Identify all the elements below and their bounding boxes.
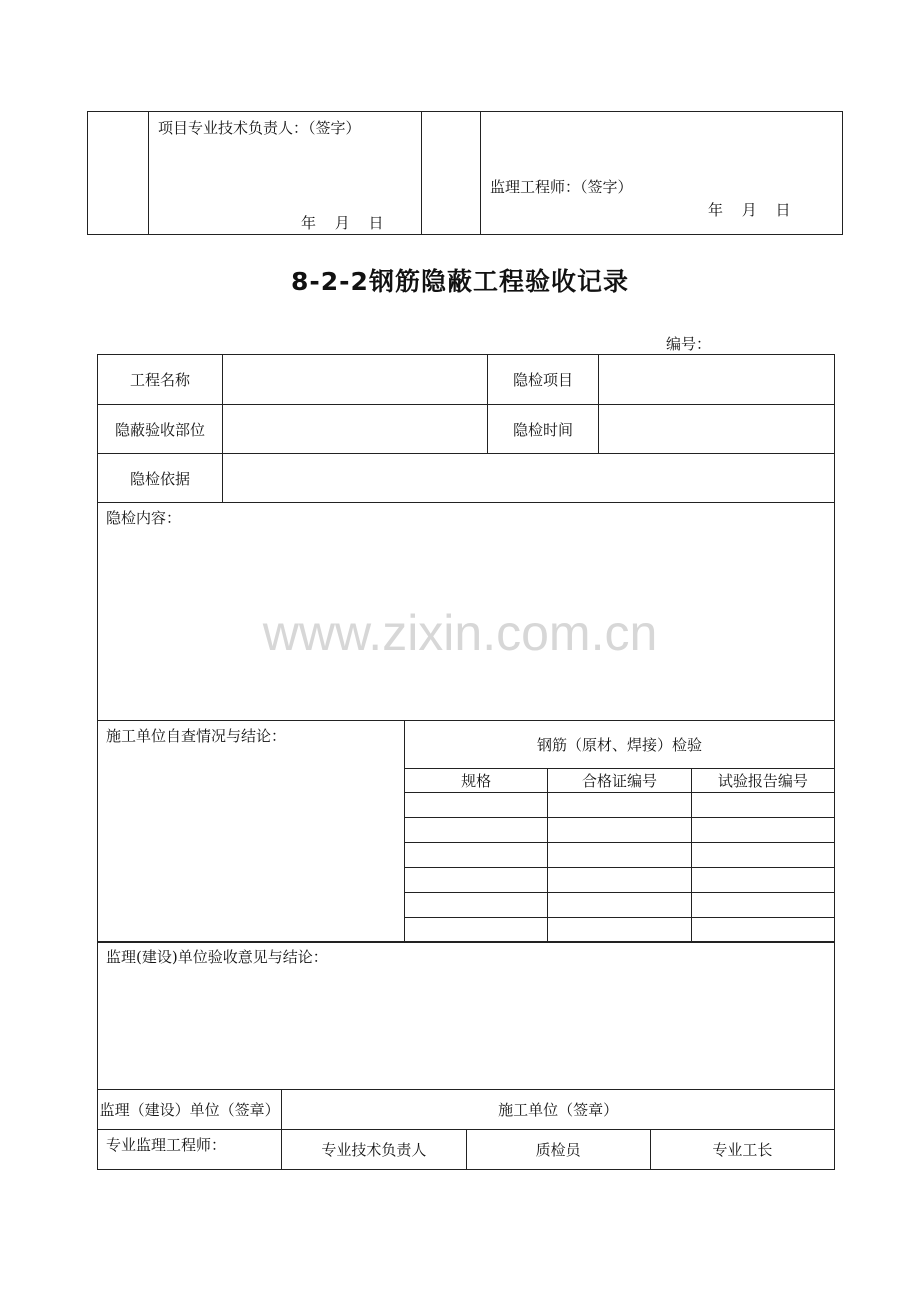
rebar-cell[interactable] (691, 918, 834, 943)
watermark: www.zixin.com.cn (262, 605, 658, 661)
contractor-seal-label: 施工单位（签章） (282, 1090, 835, 1130)
rebar-cell[interactable] (405, 918, 548, 943)
rebar-cell[interactable] (405, 843, 548, 868)
content-label: 隐检内容： (106, 509, 182, 527)
rebar-cell[interactable] (691, 818, 834, 843)
rebar-cell[interactable] (691, 893, 834, 918)
rebar-cell[interactable] (548, 818, 691, 843)
tech-lead-label: 专业技术负责人 (282, 1130, 466, 1170)
table-row (405, 818, 835, 843)
tech-lead-signature-label: 项目专业技术负责人：（签字） (158, 119, 361, 137)
table-row (405, 793, 835, 818)
inspect-item-label: 隐检项目 (488, 355, 599, 405)
supervisor-engineer-cell[interactable] (98, 1130, 282, 1170)
rebar-cell[interactable] (548, 793, 691, 818)
inspect-time-field[interactable] (599, 405, 835, 454)
rebar-cell[interactable] (691, 868, 834, 893)
rebar-cell[interactable] (548, 843, 691, 868)
page-title: 8-2-2钢筋隐蔽工程验收记录 (291, 267, 629, 296)
form-header-table (97, 354, 835, 721)
rebar-inspection-cell (405, 721, 835, 943)
rebar-header: 钢筋（原材、焊接）检验 (405, 721, 835, 769)
top-mid-empty-cell (422, 112, 481, 235)
table-row (405, 843, 835, 868)
basis-field[interactable] (223, 454, 835, 503)
top-right-signature-cell (481, 112, 843, 235)
col-certificate-no: 合格证编号 (548, 769, 691, 793)
project-name-field[interactable] (223, 355, 488, 405)
rebar-inspection-table (404, 720, 835, 943)
supervisor-opinion-label: 监理(建设)单位验收意见与结论： (106, 948, 328, 966)
supervisor-engineer-label: 专业监理工程师： (106, 1136, 227, 1154)
supervisor-seal-label: 监理（建设）单位（签章） (98, 1090, 282, 1130)
col-test-report-no: 试验报告编号 (691, 769, 834, 793)
basis-label: 隐检依据 (98, 454, 223, 503)
top-empty-cell (88, 112, 149, 235)
rebar-cell[interactable] (548, 868, 691, 893)
rebar-cell[interactable] (405, 818, 548, 843)
right-date-label: 年 月 日 (708, 201, 791, 219)
content-cell[interactable] (98, 503, 835, 721)
rebar-cell[interactable] (691, 793, 834, 818)
inspect-item-field[interactable] (599, 355, 835, 405)
left-date-label: 年 月 日 (301, 214, 384, 232)
inspect-time-label: 隐检时间 (488, 405, 599, 454)
rebar-cell[interactable] (405, 868, 548, 893)
rebar-cell[interactable] (405, 793, 548, 818)
self-check-label: 施工单位自查情况与结论： (106, 727, 287, 745)
top-left-signature-cell (149, 112, 422, 235)
self-check-cell[interactable] (98, 721, 405, 943)
col-spec: 规格 (405, 769, 548, 793)
quality-inspector-label: 质检员 (466, 1130, 650, 1170)
supervisor-signature-label: 监理工程师：（签字） (490, 178, 633, 196)
top-signature-table (87, 111, 843, 235)
rebar-cell[interactable] (691, 843, 834, 868)
table-row (405, 893, 835, 918)
part-field[interactable] (223, 405, 488, 454)
project-name-label: 工程名称 (98, 355, 223, 405)
rebar-cell[interactable] (548, 918, 691, 943)
rebar-cell[interactable] (548, 893, 691, 918)
supervisor-opinion-cell[interactable] (98, 942, 835, 1090)
table-row (405, 868, 835, 893)
rebar-cell[interactable] (405, 893, 548, 918)
number-label: 编号： (666, 335, 712, 353)
self-check-table (97, 720, 835, 943)
part-label: 隐蔽验收部位 (98, 405, 223, 454)
foreman-label: 专业工长 (650, 1130, 834, 1170)
table-row (405, 918, 835, 943)
supervisor-table (97, 941, 835, 1170)
